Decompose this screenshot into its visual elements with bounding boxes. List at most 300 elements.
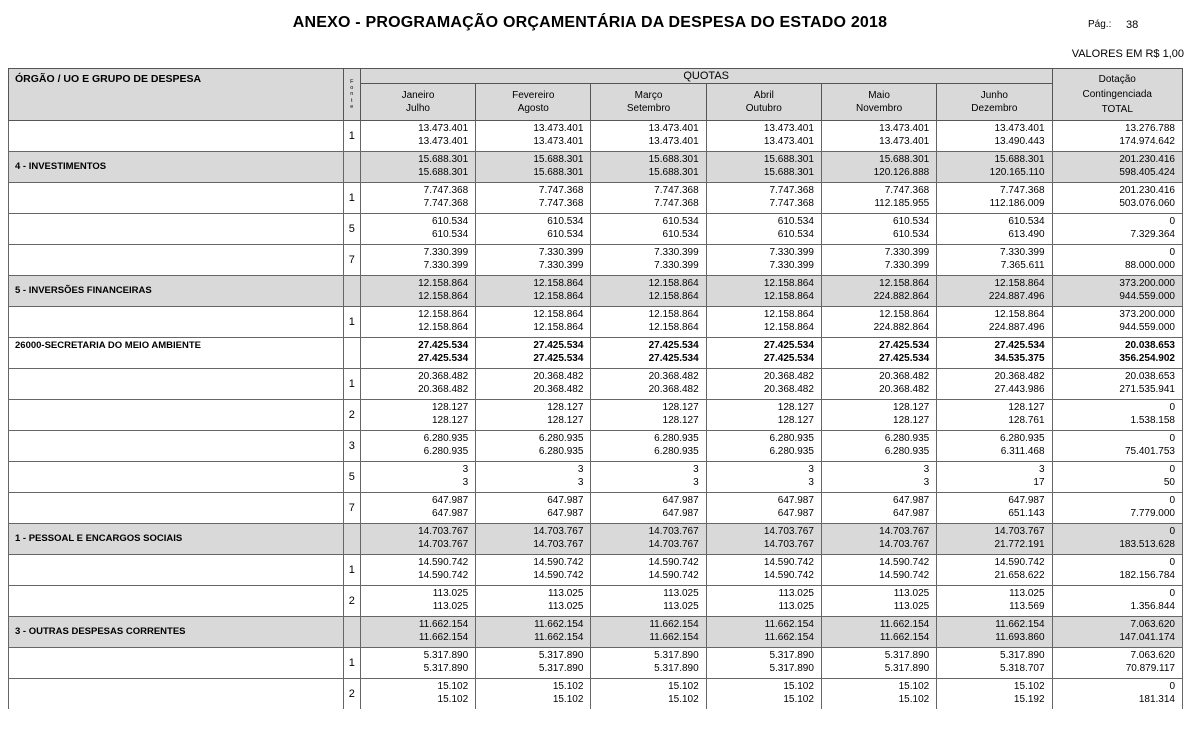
total-header-line: TOTAL bbox=[1101, 104, 1133, 115]
row-label bbox=[9, 369, 344, 400]
total-value: 88.000.000 bbox=[1052, 260, 1182, 276]
fonte-cell: 1 bbox=[343, 648, 360, 679]
quota-value: 14.703.767 bbox=[821, 539, 936, 555]
quota-value: 7.747.368 bbox=[591, 183, 706, 198]
fonte-letter: F bbox=[350, 78, 354, 85]
quota-value: 7.330.399 bbox=[706, 260, 821, 276]
quota-value: 5.317.890 bbox=[591, 648, 706, 663]
quota-value: 11.662.154 bbox=[591, 617, 706, 632]
table-row bbox=[9, 152, 1183, 167]
quota-value: 14.703.767 bbox=[476, 524, 591, 539]
quota-value: 113.025 bbox=[937, 586, 1052, 601]
quota-value: 13.473.401 bbox=[937, 121, 1052, 136]
quota-value: 3 bbox=[821, 462, 936, 477]
quota-value: 610.534 bbox=[937, 214, 1052, 229]
quota-value: 13.473.401 bbox=[476, 121, 591, 136]
quota-value: 5.317.890 bbox=[476, 663, 591, 679]
fonte-cell bbox=[343, 524, 360, 555]
quota-value: 128.127 bbox=[821, 400, 936, 415]
row-label: 5 - INVERSÕES FINANCEIRAS bbox=[9, 276, 344, 307]
quota-value: 14.703.767 bbox=[360, 539, 475, 555]
quota-value: 610.534 bbox=[706, 214, 821, 229]
quota-value: 7.330.399 bbox=[476, 245, 591, 260]
quota-value: 15.102 bbox=[706, 694, 821, 710]
month-header bbox=[360, 84, 475, 121]
quota-value: 647.987 bbox=[476, 493, 591, 508]
fonte-cell: 2 bbox=[343, 586, 360, 617]
month-header bbox=[591, 84, 706, 121]
quota-value: 13.473.401 bbox=[591, 136, 706, 152]
quota-value: 128.127 bbox=[937, 400, 1052, 415]
fonte-cell: 1 bbox=[343, 121, 360, 152]
column-header-total bbox=[1052, 69, 1182, 121]
quota-value: 12.158.864 bbox=[937, 307, 1052, 322]
quota-value: 128.127 bbox=[821, 415, 936, 431]
quota-value: 610.534 bbox=[360, 229, 475, 245]
table-row bbox=[9, 369, 1183, 384]
fonte-letter: o bbox=[350, 85, 354, 92]
quota-value: 120.165.110 bbox=[937, 167, 1052, 183]
quota-value: 610.534 bbox=[821, 229, 936, 245]
quota-value: 15.688.301 bbox=[706, 167, 821, 183]
row-label bbox=[9, 245, 344, 276]
total-value: 7.329.364 bbox=[1052, 229, 1182, 245]
quota-value: 15.102 bbox=[821, 679, 936, 694]
column-header-quotas: QUOTAS bbox=[360, 69, 1052, 84]
month-name: Abril bbox=[753, 90, 774, 101]
budget-table bbox=[8, 68, 1183, 735]
quota-value: 15.102 bbox=[591, 694, 706, 710]
quota-value: 14.590.742 bbox=[476, 555, 591, 570]
quota-value: 27.425.534 bbox=[821, 353, 936, 369]
total-value: 70.879.117 bbox=[1052, 663, 1182, 679]
quota-value: 20.368.482 bbox=[476, 384, 591, 400]
quota-value: 21.658.622 bbox=[937, 570, 1052, 586]
total-value: 0 bbox=[1052, 214, 1182, 229]
month-name: Março bbox=[634, 90, 663, 101]
quota-value: 15.102 bbox=[360, 694, 475, 710]
total-value: 1.538.158 bbox=[1052, 415, 1182, 431]
quota-value: 13.473.401 bbox=[360, 121, 475, 136]
fonte-cell: 2 bbox=[343, 679, 360, 710]
row-label: 3 - OUTRAS DESPESAS CORRENTES bbox=[9, 617, 344, 648]
quota-value: 12.158.864 bbox=[476, 307, 591, 322]
quota-value: 7.330.399 bbox=[360, 260, 475, 276]
quota-value: 12.158.864 bbox=[360, 322, 475, 338]
quota-value: 27.443.986 bbox=[937, 384, 1052, 400]
quota-value: 12.158.864 bbox=[821, 276, 936, 291]
quota-value: 113.025 bbox=[591, 586, 706, 601]
total-value: 0 bbox=[1052, 245, 1182, 260]
fonte-cell: 7 bbox=[343, 493, 360, 524]
quota-value: 14.703.767 bbox=[821, 524, 936, 539]
quota-value: 647.987 bbox=[591, 508, 706, 524]
total-value: 201.230.416 bbox=[1052, 152, 1182, 167]
quota-value: 15.688.301 bbox=[821, 152, 936, 167]
quota-value: 14.703.767 bbox=[591, 524, 706, 539]
total-value: 182.156.784 bbox=[1052, 570, 1182, 586]
row-label bbox=[9, 121, 344, 152]
quota-value: 3 bbox=[591, 462, 706, 477]
quota-value: 15.688.301 bbox=[360, 152, 475, 167]
quota-value: 14.703.767 bbox=[706, 524, 821, 539]
total-value: 7.063.620 bbox=[1052, 617, 1182, 632]
quota-value: 3 bbox=[706, 477, 821, 493]
fonte-cell: 5 bbox=[343, 462, 360, 493]
month-name: Maio bbox=[868, 90, 890, 101]
quota-value: 15.688.301 bbox=[706, 152, 821, 167]
quota-value: 6.280.935 bbox=[591, 446, 706, 462]
fonte-cell: 1 bbox=[343, 307, 360, 338]
quota-value: 7.747.368 bbox=[591, 198, 706, 214]
page-number: 38 bbox=[1126, 19, 1139, 31]
quota-value: 12.158.864 bbox=[591, 322, 706, 338]
quota-value: 15.192 bbox=[937, 694, 1052, 710]
quota-value: 610.534 bbox=[476, 229, 591, 245]
total-value: 503.076.060 bbox=[1052, 198, 1182, 214]
quota-value: 6.280.935 bbox=[360, 431, 475, 446]
row-label bbox=[9, 183, 344, 214]
values-note: VALORES EM R$ 1,00 bbox=[1071, 48, 1184, 60]
quota-value: 14.590.742 bbox=[591, 570, 706, 586]
quota-value: 11.662.154 bbox=[476, 632, 591, 648]
quota-value: 613.490 bbox=[937, 229, 1052, 245]
quota-value: 14.703.767 bbox=[937, 524, 1052, 539]
fonte-cell bbox=[343, 276, 360, 307]
quota-value: 15.102 bbox=[937, 679, 1052, 694]
quota-value: 27.425.534 bbox=[937, 338, 1052, 353]
quota-value: 5.318.707 bbox=[937, 663, 1052, 679]
month-name: Julho bbox=[406, 103, 430, 114]
quota-value: 27.425.534 bbox=[591, 338, 706, 353]
quota-value: 610.534 bbox=[706, 229, 821, 245]
quota-value: 12.158.864 bbox=[360, 307, 475, 322]
total-value: 271.535.941 bbox=[1052, 384, 1182, 400]
fonte-letter: n bbox=[350, 91, 354, 98]
quota-value: 128.127 bbox=[591, 400, 706, 415]
quota-value: 6.311.468 bbox=[937, 446, 1052, 462]
quota-value: 12.158.864 bbox=[706, 276, 821, 291]
quota-value: 14.590.742 bbox=[360, 570, 475, 586]
quota-value: 7.330.399 bbox=[476, 260, 591, 276]
quota-value: 7.330.399 bbox=[706, 245, 821, 260]
quota-value: 15.688.301 bbox=[476, 167, 591, 183]
quota-value: 7.330.399 bbox=[821, 260, 936, 276]
quota-value: 13.473.401 bbox=[591, 121, 706, 136]
quota-value: 5.317.890 bbox=[937, 648, 1052, 663]
quota-value: 15.102 bbox=[706, 679, 821, 694]
month-header bbox=[937, 84, 1052, 121]
month-header bbox=[706, 84, 821, 121]
table-row bbox=[9, 245, 1183, 260]
quota-value: 17 bbox=[937, 477, 1052, 493]
total-value: 0 bbox=[1052, 493, 1182, 508]
quota-value: 647.987 bbox=[706, 493, 821, 508]
quota-value: 15.688.301 bbox=[937, 152, 1052, 167]
quota-value: 5.317.890 bbox=[591, 663, 706, 679]
quota-value: 12.158.864 bbox=[360, 291, 475, 307]
quota-value: 15.102 bbox=[360, 679, 475, 694]
row-label bbox=[9, 648, 344, 679]
month-header bbox=[476, 84, 591, 121]
quota-value: 5.317.890 bbox=[360, 663, 475, 679]
quota-value: 128.127 bbox=[476, 400, 591, 415]
quota-value: 112.185.955 bbox=[821, 198, 936, 214]
quota-value: 6.280.935 bbox=[476, 446, 591, 462]
quota-value: 113.025 bbox=[360, 601, 475, 617]
quota-value: 14.703.767 bbox=[591, 539, 706, 555]
quota-value: 12.158.864 bbox=[476, 291, 591, 307]
quota-value: 5.317.890 bbox=[706, 663, 821, 679]
quota-value: 12.158.864 bbox=[591, 276, 706, 291]
quota-value: 113.025 bbox=[360, 586, 475, 601]
table-row bbox=[9, 338, 1183, 353]
total-value: 181.314 bbox=[1052, 694, 1182, 710]
month-name: Setembro bbox=[626, 103, 671, 114]
row-label bbox=[9, 400, 344, 431]
quota-value: 647.987 bbox=[706, 508, 821, 524]
quota-value: 12.158.864 bbox=[476, 322, 591, 338]
quota-value: 14.590.742 bbox=[360, 555, 475, 570]
total-value: 1.356.844 bbox=[1052, 601, 1182, 617]
table-row bbox=[9, 617, 1183, 632]
quota-value: 15.102 bbox=[821, 694, 936, 710]
quota-value: 7.365.611 bbox=[937, 260, 1052, 276]
quota-value: 7.330.399 bbox=[591, 260, 706, 276]
quota-value: 6.280.935 bbox=[706, 446, 821, 462]
table-row bbox=[9, 121, 1183, 136]
month-name: Outubro bbox=[745, 103, 782, 114]
quota-value: 12.158.864 bbox=[591, 291, 706, 307]
row-label bbox=[9, 431, 344, 462]
quota-value: 11.662.154 bbox=[706, 632, 821, 648]
quota-value: 7.747.368 bbox=[937, 183, 1052, 198]
quota-value: 13.473.401 bbox=[360, 136, 475, 152]
row-label bbox=[9, 462, 344, 493]
quota-value: 20.368.482 bbox=[706, 369, 821, 384]
quota-value: 224.887.496 bbox=[937, 291, 1052, 307]
quota-value: 27.425.534 bbox=[706, 338, 821, 353]
column-header-fonte bbox=[343, 69, 360, 121]
table-row bbox=[9, 431, 1183, 446]
table-row bbox=[9, 493, 1183, 508]
quota-value: 128.127 bbox=[706, 415, 821, 431]
quota-value: 6.280.935 bbox=[937, 431, 1052, 446]
fonte-cell bbox=[343, 338, 360, 369]
total-value: 7.063.620 bbox=[1052, 648, 1182, 663]
quota-value: 34.535.375 bbox=[937, 353, 1052, 369]
fonte-cell: 1 bbox=[343, 183, 360, 214]
quota-value: 20.368.482 bbox=[591, 384, 706, 400]
total-value: 174.974.642 bbox=[1052, 136, 1182, 152]
quota-value: 12.158.864 bbox=[360, 276, 475, 291]
total-value: 944.559.000 bbox=[1052, 291, 1182, 307]
quota-value: 21.772.191 bbox=[937, 539, 1052, 555]
quota-value: 224.887.496 bbox=[937, 322, 1052, 338]
quota-value: 7.747.368 bbox=[360, 198, 475, 214]
quota-value: 3 bbox=[476, 462, 591, 477]
quota-value: 7.747.368 bbox=[476, 198, 591, 214]
quota-value: 15.688.301 bbox=[360, 167, 475, 183]
quota-value: 6.280.935 bbox=[821, 446, 936, 462]
total-value: 0 bbox=[1052, 462, 1182, 477]
quota-value: 14.590.742 bbox=[476, 570, 591, 586]
quota-value: 20.368.482 bbox=[591, 369, 706, 384]
quota-value: 15.102 bbox=[476, 679, 591, 694]
quota-value: 13.473.401 bbox=[821, 136, 936, 152]
quota-value: 12.158.864 bbox=[591, 307, 706, 322]
total-value: 0 bbox=[1052, 431, 1182, 446]
total-value: 7.779.000 bbox=[1052, 508, 1182, 524]
quota-value: 112.186.009 bbox=[937, 198, 1052, 214]
table-row bbox=[9, 307, 1183, 322]
total-value: 147.041.174 bbox=[1052, 632, 1182, 648]
fonte-cell: 1 bbox=[343, 369, 360, 400]
table-row bbox=[9, 555, 1183, 570]
quota-value: 20.368.482 bbox=[937, 369, 1052, 384]
quota-value: 610.534 bbox=[360, 214, 475, 229]
row-label bbox=[9, 307, 344, 338]
quota-value: 128.127 bbox=[360, 400, 475, 415]
quota-value: 128.127 bbox=[706, 400, 821, 415]
quota-value: 12.158.864 bbox=[706, 307, 821, 322]
quota-value: 27.425.534 bbox=[476, 353, 591, 369]
table-row bbox=[9, 400, 1183, 415]
quota-value: 3 bbox=[937, 462, 1052, 477]
total-value: 20.038.653 bbox=[1052, 369, 1182, 384]
quota-value: 6.280.935 bbox=[706, 431, 821, 446]
quota-value: 11.662.154 bbox=[476, 617, 591, 632]
quota-value: 6.280.935 bbox=[476, 431, 591, 446]
quota-value: 14.590.742 bbox=[821, 570, 936, 586]
table-row bbox=[9, 214, 1183, 229]
quota-value: 5.317.890 bbox=[821, 648, 936, 663]
quota-value: 11.662.154 bbox=[706, 617, 821, 632]
month-name: Novembro bbox=[856, 103, 903, 114]
row-label bbox=[9, 493, 344, 524]
quota-value: 5.317.890 bbox=[821, 663, 936, 679]
quota-value: 13.473.401 bbox=[476, 136, 591, 152]
quota-value: 15.688.301 bbox=[476, 152, 591, 167]
fonte-cell: 7 bbox=[343, 245, 360, 276]
quota-value: 6.280.935 bbox=[821, 431, 936, 446]
quota-value: 11.662.154 bbox=[821, 617, 936, 632]
page-title: ANEXO - PROGRAMAÇÃO ORÇAMENTÁRIA DA DESPESA DO ESTADO 2018 bbox=[292, 14, 888, 31]
total-header-line: Dotação bbox=[1098, 74, 1136, 85]
quota-value: 7.747.368 bbox=[360, 183, 475, 198]
quota-value: 113.569 bbox=[937, 601, 1052, 617]
table-row bbox=[9, 679, 1183, 694]
quota-value: 113.025 bbox=[821, 586, 936, 601]
quota-value: 15.102 bbox=[476, 694, 591, 710]
quota-value: 6.280.935 bbox=[360, 446, 475, 462]
quota-value: 20.368.482 bbox=[821, 384, 936, 400]
total-value: 598.405.424 bbox=[1052, 167, 1182, 183]
quota-value: 3 bbox=[591, 477, 706, 493]
quota-value: 14.703.767 bbox=[360, 524, 475, 539]
quota-value: 113.025 bbox=[476, 601, 591, 617]
quota-value: 7.330.399 bbox=[937, 245, 1052, 260]
quota-value: 3 bbox=[360, 477, 475, 493]
total-value: 373.200.000 bbox=[1052, 276, 1182, 291]
fonte-cell: 3 bbox=[343, 431, 360, 462]
quota-value: 7.747.368 bbox=[476, 183, 591, 198]
total-value: 0 bbox=[1052, 679, 1182, 694]
table-row bbox=[9, 524, 1183, 539]
quota-value: 7.330.399 bbox=[591, 245, 706, 260]
quota-value: 3 bbox=[476, 477, 591, 493]
quota-value: 20.368.482 bbox=[476, 369, 591, 384]
quota-value: 11.662.154 bbox=[937, 617, 1052, 632]
month-name: Janeiro bbox=[401, 90, 435, 101]
total-value: 0 bbox=[1052, 586, 1182, 601]
quota-value: 27.425.534 bbox=[360, 353, 475, 369]
month-name: Dezembro bbox=[971, 103, 1018, 114]
quota-value: 11.693.860 bbox=[937, 632, 1052, 648]
table-row bbox=[9, 276, 1183, 291]
total-header-line: Contingenciada bbox=[1082, 89, 1152, 100]
row-label: 26000-SECRETARIA DO MEIO AMBIENTE bbox=[9, 338, 344, 369]
total-value: 183.513.628 bbox=[1052, 539, 1182, 555]
quota-value: 113.025 bbox=[706, 586, 821, 601]
quota-value: 13.473.401 bbox=[706, 136, 821, 152]
quota-value: 13.473.401 bbox=[821, 121, 936, 136]
total-value: 0 bbox=[1052, 524, 1182, 539]
fonte-cell: 1 bbox=[343, 555, 360, 586]
quota-value: 5.317.890 bbox=[360, 648, 475, 663]
fonte-cell bbox=[343, 152, 360, 183]
quota-value: 3 bbox=[821, 477, 936, 493]
total-value: 0 bbox=[1052, 400, 1182, 415]
total-value: 944.559.000 bbox=[1052, 322, 1182, 338]
quota-value: 12.158.864 bbox=[706, 322, 821, 338]
quota-value: 12.158.864 bbox=[476, 276, 591, 291]
quota-value: 224.882.864 bbox=[821, 322, 936, 338]
quota-value: 7.330.399 bbox=[360, 245, 475, 260]
table-row bbox=[9, 586, 1183, 601]
quota-value: 128.761 bbox=[937, 415, 1052, 431]
quota-value: 27.425.534 bbox=[706, 353, 821, 369]
quota-value: 128.127 bbox=[360, 415, 475, 431]
quota-value: 7.747.368 bbox=[821, 183, 936, 198]
quota-value: 12.158.864 bbox=[706, 291, 821, 307]
quota-value: 651.143 bbox=[937, 508, 1052, 524]
total-value: 201.230.416 bbox=[1052, 183, 1182, 198]
total-value: 75.401.753 bbox=[1052, 446, 1182, 462]
quota-value: 113.025 bbox=[706, 601, 821, 617]
quota-value: 3 bbox=[360, 462, 475, 477]
total-value: 356.254.902 bbox=[1052, 353, 1182, 369]
fonte-cell: 5 bbox=[343, 214, 360, 245]
quota-value: 13.490.443 bbox=[937, 136, 1052, 152]
table-row bbox=[9, 183, 1183, 198]
total-value: 0 bbox=[1052, 555, 1182, 570]
quota-value: 647.987 bbox=[360, 493, 475, 508]
quota-value: 14.590.742 bbox=[706, 570, 821, 586]
quota-value: 14.703.767 bbox=[706, 539, 821, 555]
quota-value: 14.590.742 bbox=[821, 555, 936, 570]
table-body bbox=[9, 121, 1183, 710]
row-label bbox=[9, 679, 344, 710]
quota-value: 7.330.399 bbox=[821, 245, 936, 260]
quota-value: 11.662.154 bbox=[591, 632, 706, 648]
quota-value: 113.025 bbox=[821, 601, 936, 617]
page-label: Pág.: bbox=[1088, 19, 1112, 30]
row-label: 1 - PESSOAL E ENCARGOS SOCIAIS bbox=[9, 524, 344, 555]
quota-value: 7.747.368 bbox=[706, 198, 821, 214]
quota-value: 11.662.154 bbox=[360, 632, 475, 648]
quota-value: 11.662.154 bbox=[360, 617, 475, 632]
